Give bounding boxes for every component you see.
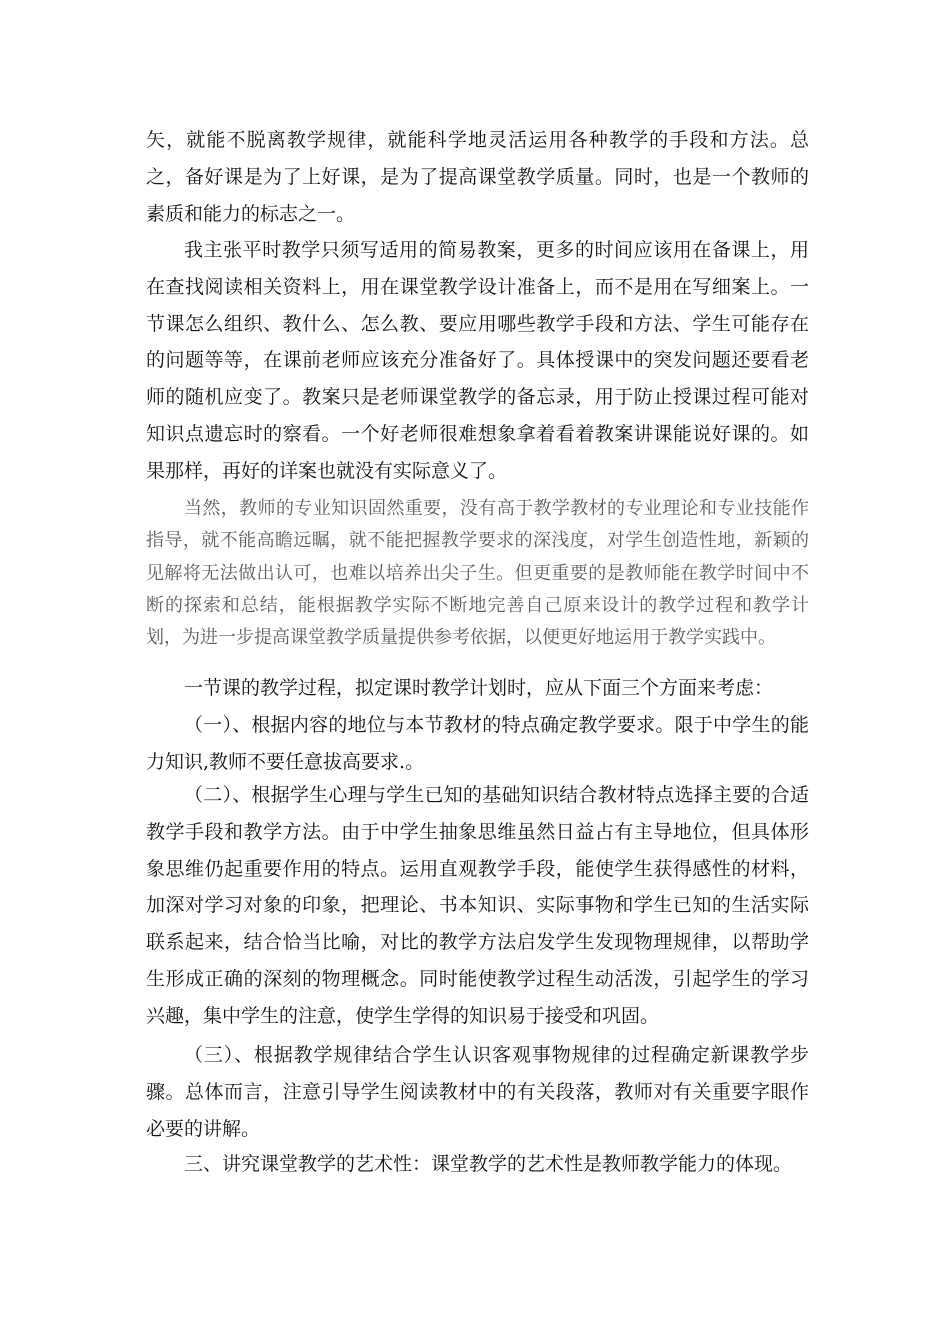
paragraph-simple-lesson-plan: 我主张平时教学只须写适用的简易教案，更多的时间应该用在备课上，用在查找阅读相关资料上，用在课堂教学设计准备上，而不是用在写细案上。一节课怎么组织、教什么、怎么教、要应用哪些教学手段和方法、学生可能存在的问题等等，在课前老师应该充分准备好了。具体授课中的突发问题还要看老师的随机应变了。教案只是老师课堂教学的备忘录，用于防止授课过程可能对知识点遗忘时的察看。一个好老师很难想象拿着看着教案讲课能说好课的。如果那样，再好的详案也就没有实际意义了。	[146, 239, 809, 482]
paragraph-aspect-three: （三）、根据教学规律结合学生认识客观事物规律的过程确定新课教学步骤。总体而言，注意引导学生阅读教材中的有关段落，教师对有关重要字眼作必要的讲解。	[146, 1044, 809, 1140]
paragraph-aspect-two: （二）、根据学生心理与学生已知的基础知识结合教材特点选择主要的合适教学手段和教学方法。由于中学生抽象思维虽然日益占有主导地位，但具体形象思维仍起重要作用的特点。运用直观教学手段，能使学生获得感性的材料，加深对学习对象的印象，把理论、书本知识、实际事物和学生已知的生活实际联系起来，结合恰当比喻，对比的教学方法启发学生发现物理规律，以帮助学生形成正确的深刻的物理概念。同时能使教学过程生动活泼，引起学生的学习兴趣，集中学生的注意，使学生学得的知识易于接受和巩固。	[146, 784, 809, 1027]
paragraph-aspect-one: （一）、根据内容的地位与本节教材的特点确定教学要求。限于中学生的能力知识,教师不要任意拔高要求.。	[146, 714, 809, 773]
paragraph-professional-knowledge: 当然，教师的专业知识固然重要，没有高于教学教材的专业理论和专业技能作指导，就不能高瞻远瞩，就不能把握教学要求的深浅度，对学生创造性地，新颖的见解将无法做出认可，也难以培养出尖子生。但更重要的是教师能在教学时间中不断的探索和总结，能根据教学实际不断地完善自己原来设计的教学过程和教学计划，为进一步提高课堂教学质量提供参考依据，以便更好地运用于教学实践中。	[146, 498, 809, 649]
paragraph-three-aspects-intro: 一节课的教学过程，拟定课时教学计划时，应从下面三个方面来考虑：	[184, 677, 774, 699]
paragraph-preparation-summary: 矢，就能不脱离教学规律，就能科学地灵活运用各种教学的手段和方法。总之，备好课是为了上好课，是为了提高课堂教学质量。同时，也是一个教师的素质和能力的标志之一。	[146, 129, 809, 225]
paragraph-section-three-heading: 三、讲究课堂教学的艺术性：课堂教学的艺术性是教师教学能力的体现。	[184, 1153, 793, 1175]
